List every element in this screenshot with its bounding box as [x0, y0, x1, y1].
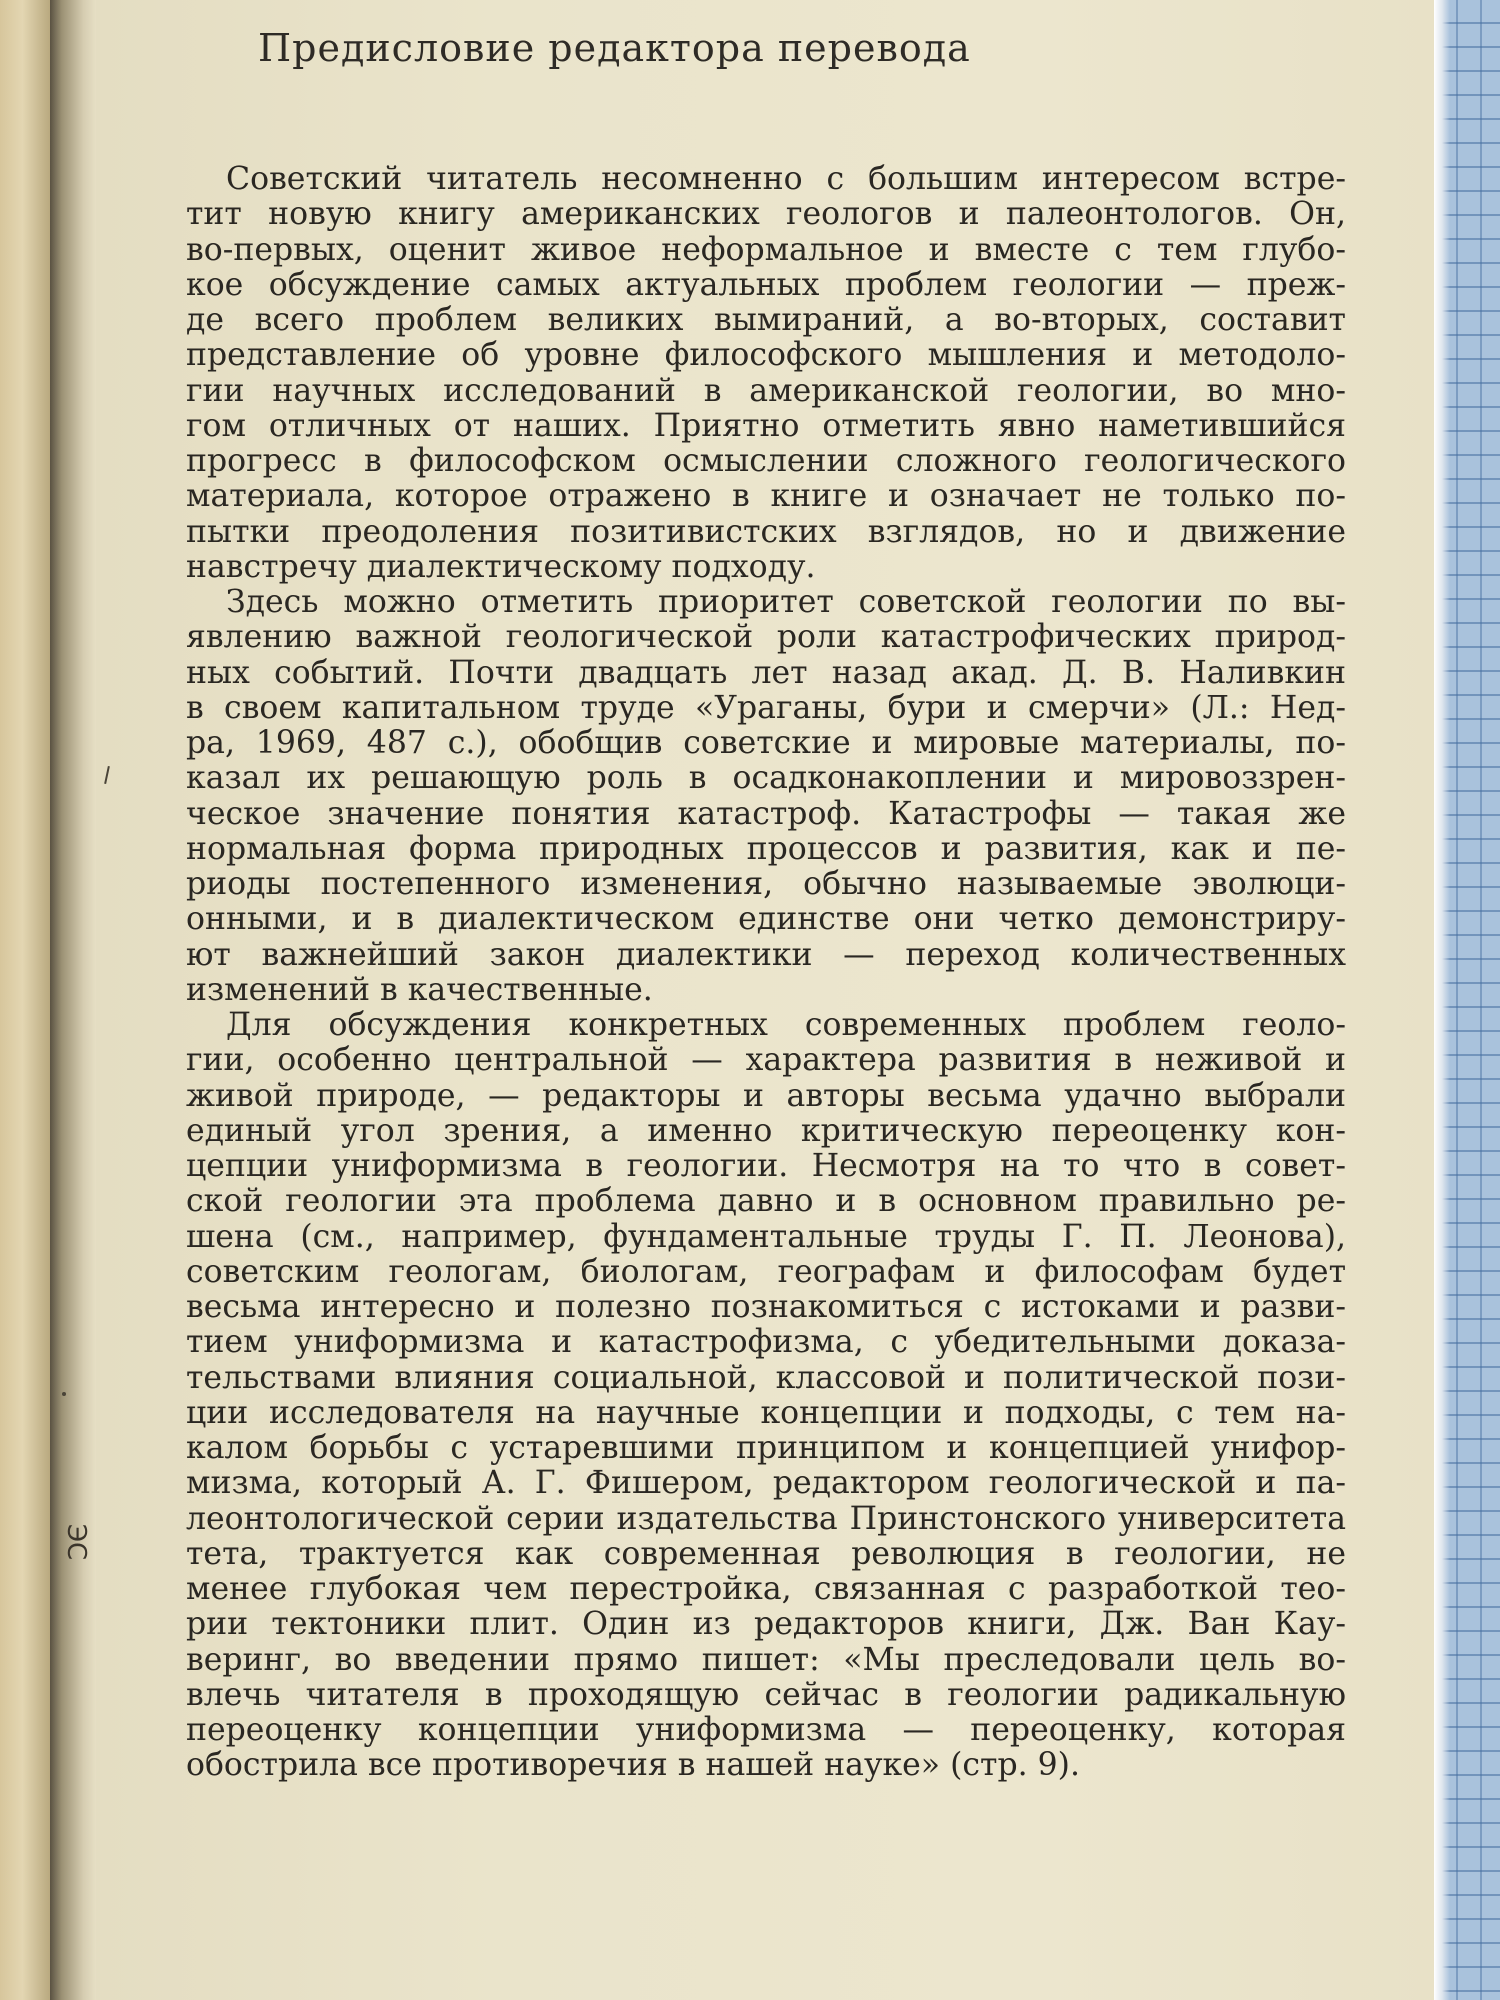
margin-mark: ЭС	[61, 1523, 92, 1561]
text-line: риоды постепенного изменения, обычно называемые эволюци-	[186, 866, 1346, 902]
text-line: менее глубокая чем перестройка, связанная с разработкой тео-	[186, 1571, 1346, 1607]
text-line: ных событий. Почти двадцать лет назад акад. Д. В. Наливкин	[186, 654, 1346, 691]
text-line: Здесь можно отметить приоритет советской геологии по вы-	[226, 584, 1346, 620]
text-line: Советский читатель несомненно с большим интересом встре-	[226, 161, 1346, 197]
margin-dot	[62, 1392, 66, 1396]
text-line: советским геологам, биологам, географам и философам будет	[186, 1253, 1346, 1290]
text-line: явлению важной геологической роли катастрофических природ-	[186, 619, 1346, 656]
text-line: гии научных исследований в американской геологии, во мно-	[186, 372, 1346, 409]
text-line: прогресс в философском осмыслении сложного геологического	[186, 443, 1346, 479]
text-line: веринг, во введении прямо пишет: «Мы преследовали цель во-	[186, 1641, 1346, 1678]
text-line: навстречу диалектическому подходу.	[186, 548, 816, 585]
text-line: пытки преодоления позитивистских взглядов, но и движение	[186, 513, 1346, 550]
paragraph	[186, 162, 1346, 585]
text-line: шена (см., например, фундаментальные труды Г. П. Леонова),	[186, 1218, 1346, 1255]
text-line: мизма, который А. Г. Фишером, редактором геологической и па-	[186, 1465, 1346, 1502]
text-line: казал их решающую роль в осадконакоплении и мировоззрен-	[186, 760, 1346, 797]
previous-page-edge	[0, 0, 50, 2000]
text-line: в своем капитальном труде «Ураганы, бури и смерчи» (Л.: Нед-	[186, 689, 1346, 726]
text-line: гом отличных от наших. Приятно отметить явно наметившийся	[186, 407, 1346, 444]
text-line: ской геологии эта проблема давно и в основном правильно ре-	[186, 1183, 1346, 1220]
book-gutter	[50, 0, 98, 2000]
text-line: изменений в качественные.	[186, 971, 653, 1008]
text-line: тит новую книгу американских геологов и палеонтологов. Он,	[186, 196, 1346, 233]
text-line: калом борьбы с устаревшими принципом и концепцией унифор-	[186, 1430, 1346, 1466]
text-line: ческое значение понятия катастроф. Катастрофы — такая же	[186, 795, 1346, 832]
text-line: Для обсуждения конкретных современных проблем геоло-	[226, 1007, 1346, 1043]
text-line: ют важнейший закон диалектики — переход количественных	[186, 936, 1346, 973]
text-line: тием униформизма и катастрофизма, с убедительными доказа-	[186, 1324, 1346, 1361]
text-line: ра, 1969, 487 с.), обобщив советские и мировые материалы, по-	[186, 725, 1346, 761]
text-line: во-первых, оценит живое неформальное и вместе с тем глубо-	[186, 231, 1346, 268]
page-body	[186, 162, 1346, 1784]
text-line: де всего проблем великих вымираний, а во-вторых, составит	[186, 302, 1346, 338]
page-title: Предисловие редактора перевода	[258, 26, 971, 70]
text-line: леонтологической серии издательства Принстонского университета	[186, 1500, 1346, 1537]
text-line: цепции униформизма в геологии. Несмотря на то что в совет-	[186, 1148, 1346, 1184]
paragraph	[186, 585, 1346, 1008]
text-line: тета, трактуется как современная революция в геологии, не	[186, 1535, 1346, 1572]
text-line: представление об уровне философского мышления и методоло-	[186, 337, 1346, 374]
text-line: материала, которое отражено в книге и означает не только по-	[186, 478, 1346, 515]
text-line: единый угол зрения, а именно критическую переоценку кон-	[186, 1112, 1346, 1149]
text-line: онными, и в диалектическом единстве они четко демонстриру-	[186, 901, 1346, 938]
paragraph	[186, 1008, 1346, 1784]
text-line: влечь читателя в проходящую сейчас в геологии радикальную	[186, 1676, 1346, 1713]
text-line: живой природе, — редакторы и авторы весьма удачно выбрали	[186, 1077, 1346, 1114]
text-line: обострила все противоречия в нашей науке» (стр. 9).	[186, 1747, 1080, 1784]
text-line: тельствами влияния социальной, классовой и политической пози-	[186, 1359, 1346, 1396]
text-line: ции исследователя на научные концепции и подходы, с тем на-	[186, 1394, 1346, 1431]
text-line: кое обсуждение самых актуальных проблем геологии — преж-	[186, 266, 1346, 303]
text-line: рии тектоники плит. Один из редакторов книги, Дж. Ван Кау-	[186, 1606, 1346, 1643]
text-line: нормальная форма природных процессов и развития, как и пе-	[186, 830, 1346, 867]
text-line: переоценку концепции униформизма — переоценку, которая	[186, 1712, 1346, 1748]
text-line: весьма интересно и полезно познакомиться с истоками и разви-	[186, 1289, 1346, 1325]
graph-paper-edge	[1434, 0, 1500, 2000]
text-line: гии, особенно центральной — характера развития в неживой и	[186, 1042, 1346, 1079]
